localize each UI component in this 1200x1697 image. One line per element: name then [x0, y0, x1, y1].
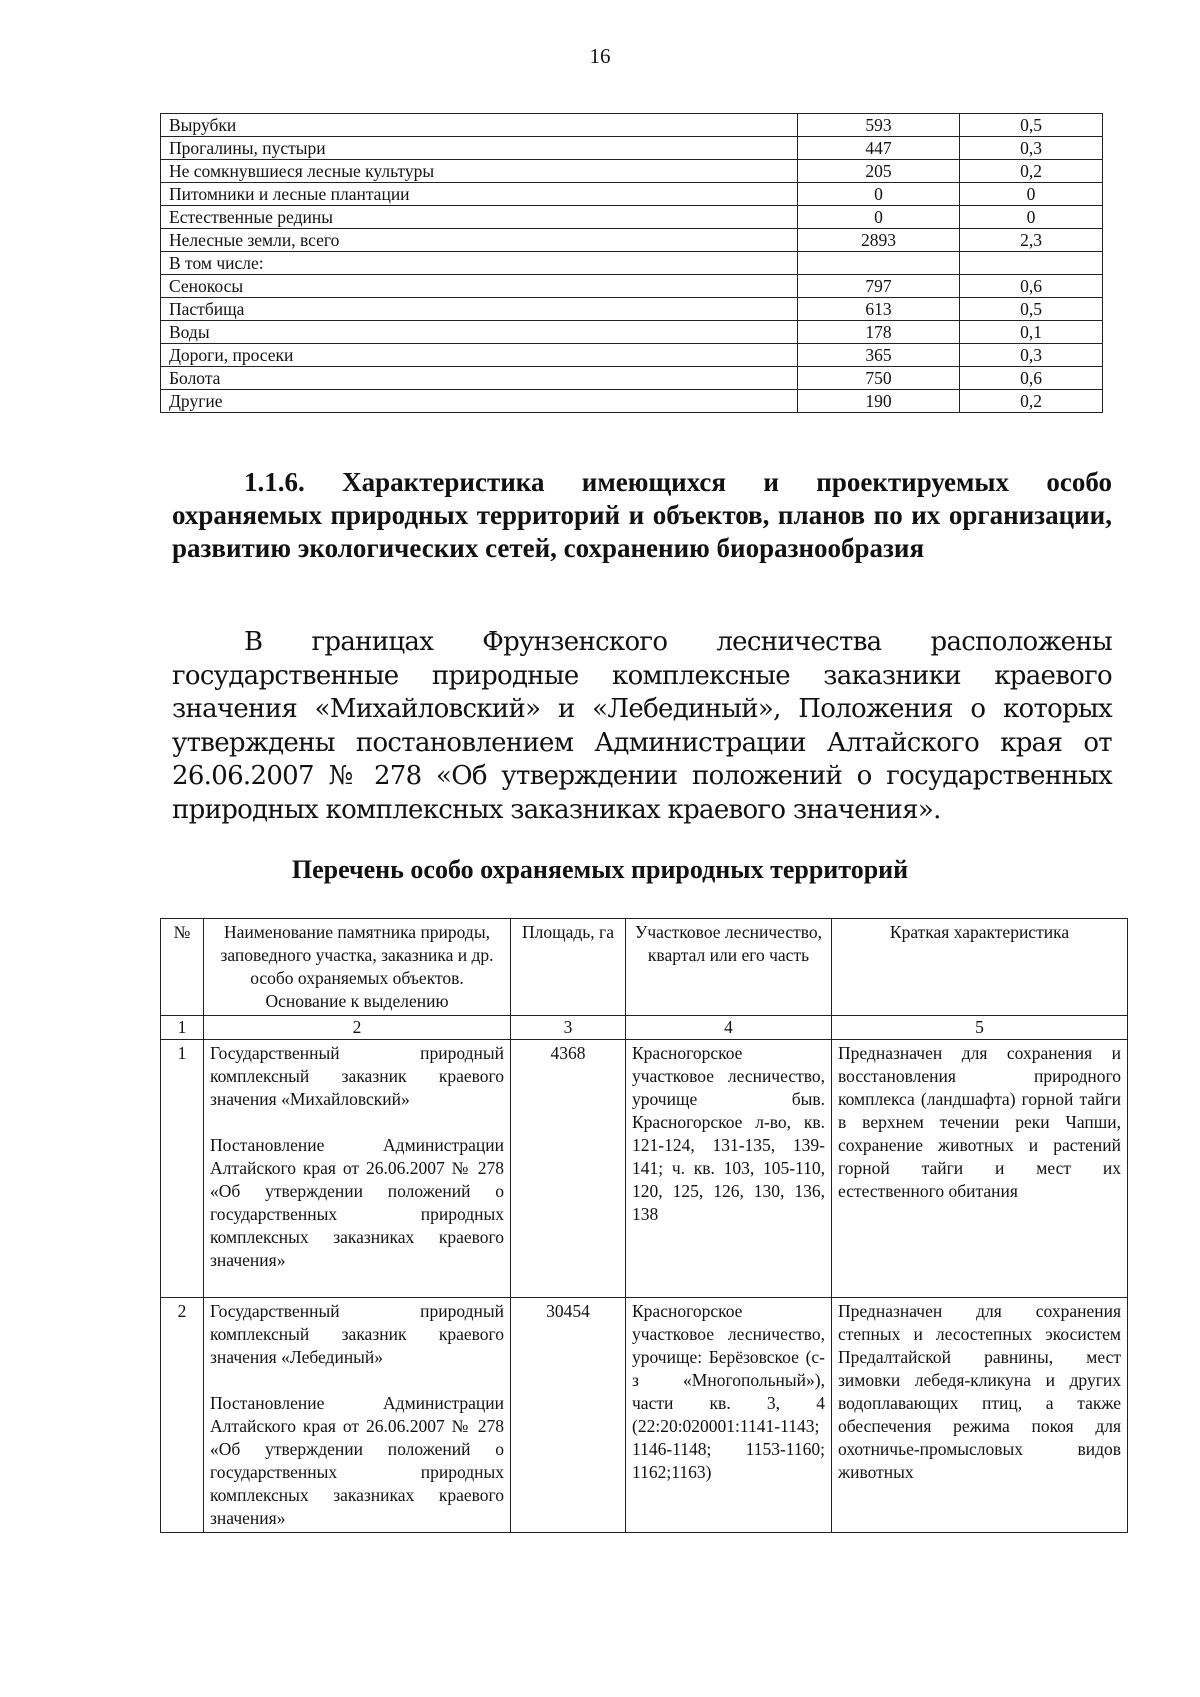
land-percent: 0,6 [960, 275, 1103, 298]
land-percent: 0,2 [960, 390, 1103, 413]
reserve-basis: Постановление Администрации Алтайского края от 26.06.2007 № 278 «Об утверждении положений о государственных природных комплексных заказниках краевого значения» [210, 1393, 504, 1528]
table-row [161, 1298, 1128, 1533]
header-name: Наименование памятника природы, заповедного участка, заказника и др. особо охраняемых объектов. Основание к выделению [204, 919, 511, 1016]
header-number: № [161, 919, 204, 1016]
header-description: Краткая характеристика [832, 919, 1128, 1016]
land-label: Нелесные земли, всего [161, 229, 798, 252]
land-area: 593 [798, 114, 960, 137]
land-label: Не сомкнувшиеся лесные культуры [161, 160, 798, 183]
land-percent: 0 [960, 183, 1103, 206]
table-row [161, 206, 1103, 229]
land-area: 750 [798, 367, 960, 390]
column-number: 4 [626, 1016, 832, 1040]
land-area: 0 [798, 183, 960, 206]
column-number: 1 [161, 1016, 204, 1040]
land-area: 447 [798, 137, 960, 160]
table-row [161, 114, 1103, 137]
table-row [161, 252, 1103, 275]
table-row [161, 344, 1103, 367]
reserve-description: Предназначен для сохранения степных и лесостепных экосистем Предалтайской равнины, мест зимовки лебедя-кликуна и других водоплавающих птиц, а также обеспечения режима покоя для охотничье-промысловых видов животных [832, 1298, 1128, 1533]
reserve-name: Государственный природный комплексный заказник краевого значения «Лебединый» [210, 1301, 504, 1367]
section-heading: 1.1.6. Характеристика имеющихся и проектируемых особо охраняемых природных территорий и объектов, планов по их организации, развитию экологических сетей, сохранению биоразнообразия [172, 467, 1112, 563]
land-label: Дороги, просеки [161, 344, 798, 367]
reserve-forestry: Красногорское участковое лесничество, урочище: Берёзовское (с-з «Многопольный»), части кв. 3, 4 (22:20:020001:1141-1143; 1146-1148; 1153-1160; 1162;1163) [626, 1298, 832, 1533]
reserve-cell [204, 1040, 511, 1298]
land-area: 205 [798, 160, 960, 183]
protected-areas-table [160, 918, 1128, 1533]
table-row [161, 160, 1103, 183]
column-number: 3 [511, 1016, 626, 1040]
land-area [798, 252, 960, 275]
land-label: Пастбища [161, 298, 798, 321]
land-area: 365 [798, 344, 960, 367]
reserve-name: Государственный природный комплексный заказник краевого значения «Михайловский» [210, 1043, 504, 1109]
table-row [161, 390, 1103, 413]
row-number: 1 [161, 1040, 204, 1298]
land-label: Питомники и лесные плантации [161, 183, 798, 206]
land-category-table [160, 113, 1103, 413]
land-percent: 0,1 [960, 321, 1103, 344]
land-percent: 0,5 [960, 114, 1103, 137]
reserve-basis: Постановление Администрации Алтайского края от 26.06.2007 № 278 «Об утверждении положений о государственных природных комплексных заказниках краевого значения» [210, 1135, 504, 1270]
land-area: 0 [798, 206, 960, 229]
land-area: 2893 [798, 229, 960, 252]
table-row [161, 367, 1103, 390]
table-row [161, 137, 1103, 160]
land-percent: 0,3 [960, 137, 1103, 160]
reserve-area: 4368 [511, 1040, 626, 1298]
land-percent: 2,3 [960, 229, 1103, 252]
reserve-cell [204, 1298, 511, 1533]
table-header-row [161, 919, 1128, 1016]
land-percent: 0,6 [960, 367, 1103, 390]
land-label: Болота [161, 367, 798, 390]
page-number: 16 [589, 44, 611, 68]
land-area: 797 [798, 275, 960, 298]
reserve-forestry: Красногорское участковое лесничество, урочище быв. Красногорское л-во, кв. 121-124, 131-135, 139-141; ч. кв. 103, 105-110, 120, 125, 126, 130, 136, 138 [626, 1040, 832, 1298]
table-row [161, 229, 1103, 252]
column-number: 2 [204, 1016, 511, 1040]
table-row [161, 298, 1103, 321]
table-row [161, 275, 1103, 298]
land-label: Другие [161, 390, 798, 413]
land-percent: 0 [960, 206, 1103, 229]
table-row [161, 1040, 1128, 1298]
land-label: Прогалины, пустыри [161, 137, 798, 160]
land-label: Естественные редины [161, 206, 798, 229]
land-area: 613 [798, 298, 960, 321]
body-paragraph: В границах Фрунзенского лесничества расположены государственные природные комплексные заказники краевого значения «Михайловский» и «Лебединый», Положения о которых утверждены постановлением Администрации Алтайского края от 26.06.2007 № 278 «Об утверждении положений о государственных природных комплексных заказниках краевого значения». [172, 627, 1112, 825]
table-row [161, 321, 1103, 344]
row-number: 2 [161, 1298, 204, 1533]
header-area: Площадь, га [511, 919, 626, 1016]
table-row [161, 183, 1103, 206]
land-area: 190 [798, 390, 960, 413]
header-forestry: Участковое лесничество, квартал или его часть [626, 919, 832, 1016]
land-label: Вырубки [161, 114, 798, 137]
land-percent: 0,2 [960, 160, 1103, 183]
reserve-description: Предназначен для сохранения и восстановления природного комплекса (ландшафта) горной тайги в верхнем течении реки Чапши, сохранение животных и растений горной тайги и мест их естественного обитания [832, 1040, 1128, 1298]
column-number: 5 [832, 1016, 1128, 1040]
reserve-area: 30454 [511, 1298, 626, 1533]
land-percent [960, 252, 1103, 275]
land-label: Воды [161, 321, 798, 344]
table-title: Перечень особо охраняемых природных территорий [291, 855, 909, 884]
land-percent: 0,3 [960, 344, 1103, 367]
column-number-row [161, 1016, 1128, 1040]
land-label: Сенокосы [161, 275, 798, 298]
land-label: В том числе: [161, 252, 798, 275]
land-area: 178 [798, 321, 960, 344]
land-percent: 0,5 [960, 298, 1103, 321]
